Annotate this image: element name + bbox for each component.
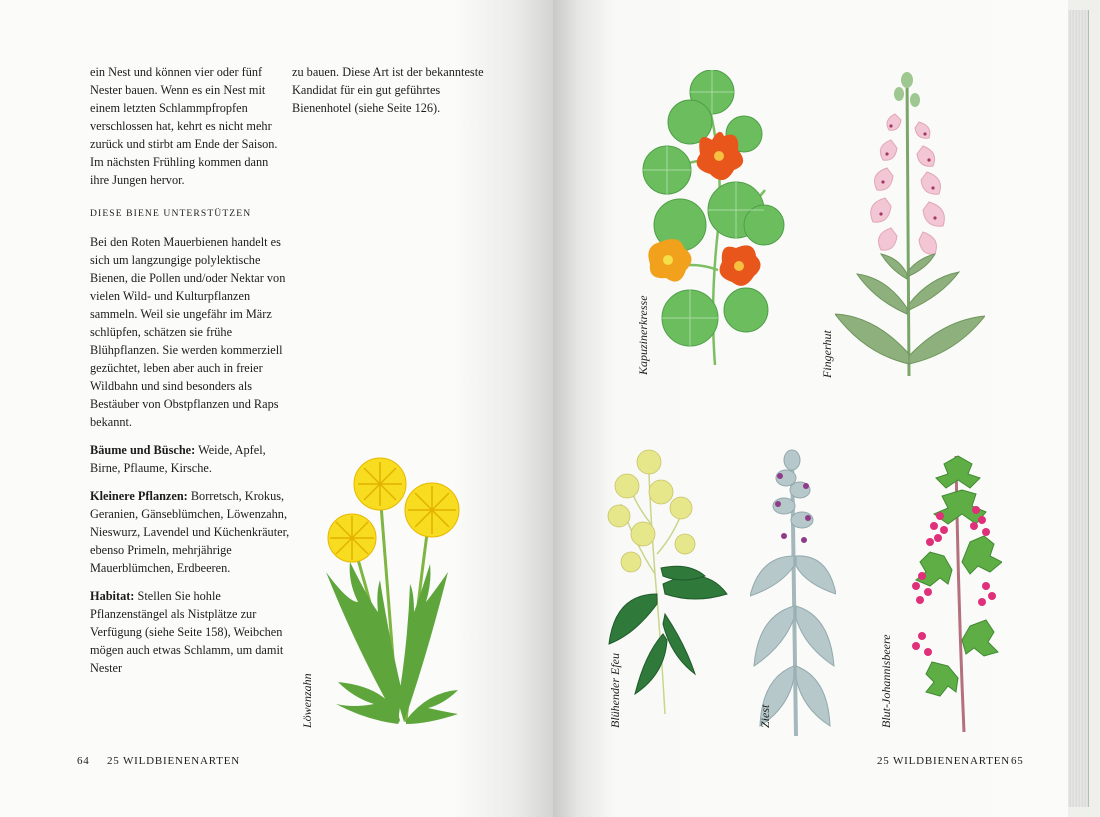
paragraph-habitat <box>90 587 290 677</box>
plant-label-nasturtium: Kapuzinerkresse <box>636 295 650 375</box>
currant-illustration <box>900 446 1002 734</box>
habitat-label: Habitat: <box>90 589 135 603</box>
text-column-left <box>90 63 290 687</box>
paragraph-small-plants <box>90 487 290 577</box>
dandelion-illustration <box>318 452 468 732</box>
nasturtium-illustration <box>640 70 785 370</box>
page-number-left: 64 <box>77 755 90 767</box>
plant-label-stachys: Ziest <box>758 704 772 728</box>
paragraph-nest: ein Nest und können vier oder fünf Nester bauen. Wenn es ein Nest mit einem letzten Schlammpfropfen verschlossen hat, kehrt es nicht mehr zurück und stirbt am Ende der Saison. Im nächsten Frühling kommen dann ihre Jungen hervor. <box>90 65 278 187</box>
plant-label-ivy: Blühender Efeu <box>608 653 622 728</box>
trees-label: Bäume und Büsche: <box>90 443 196 457</box>
plant-label-dandelion: Löwenzahn <box>300 673 314 728</box>
right-page <box>553 0 1068 817</box>
section-subheading: DIESE BIENE UNTERSTÜTZEN <box>90 208 252 219</box>
page-number-right: 65 <box>1011 755 1024 767</box>
running-title-right: 25 WILDBIENENARTEN <box>877 755 1010 767</box>
small-plants-text: Borretsch, Krokus, Geranien, Gänseblümchen, Löwenzahn, Nieswurz, Lavendel und Küchenkräuter, ebenso Primeln, mehrjährige Mauerblümchen, Erdbeeren. <box>90 489 290 575</box>
text-column-right <box>292 63 492 127</box>
paragraph-continued: zu bauen. Diese Art ist der bekannteste Kandidat für ein gut geführtes Bienenhotel (siehe Seite 126). <box>292 65 484 115</box>
running-title-left: 25 WILDBIENENARTEN <box>107 755 240 767</box>
paragraph-bees: Bei den Roten Mauerbienen handelt es sich um langzungige polylektische Bienen, die Pollen und/oder Nektar von vielen Wild- und Kulturpflanzen sammeln. Weil sie ungefähr im März schlüpfen, schätzen sie frühe Blühpflanzen. Sie werden kommerziell gezüchtet, leben aber auch in freier Wildbahn und sind besonders als Bestäuber von Obstpflanzen und Raps bekannt. <box>90 235 286 429</box>
plant-label-foxglove: Fingerhut <box>820 330 834 378</box>
habitat-text: Stellen Sie hohle Pflanzenstängel als Nistplätze zur Verfügung (siehe Seite 158), Weibchen mögen auch etwas Schlamm, um damit Nester <box>90 589 284 675</box>
plant-label-currant: Blut-Johannisbeere <box>879 634 893 728</box>
page-edges <box>1068 10 1089 807</box>
small-plants-label: Kleinere Pflanzen: <box>90 489 188 503</box>
foxglove-illustration <box>835 64 985 379</box>
paragraph-trees <box>90 441 290 477</box>
trees-text: Weide, Apfel, Birne, Pflaume, Kirsche. <box>90 443 266 475</box>
stachys-illustration <box>750 446 836 738</box>
ivy-illustration <box>605 444 730 719</box>
